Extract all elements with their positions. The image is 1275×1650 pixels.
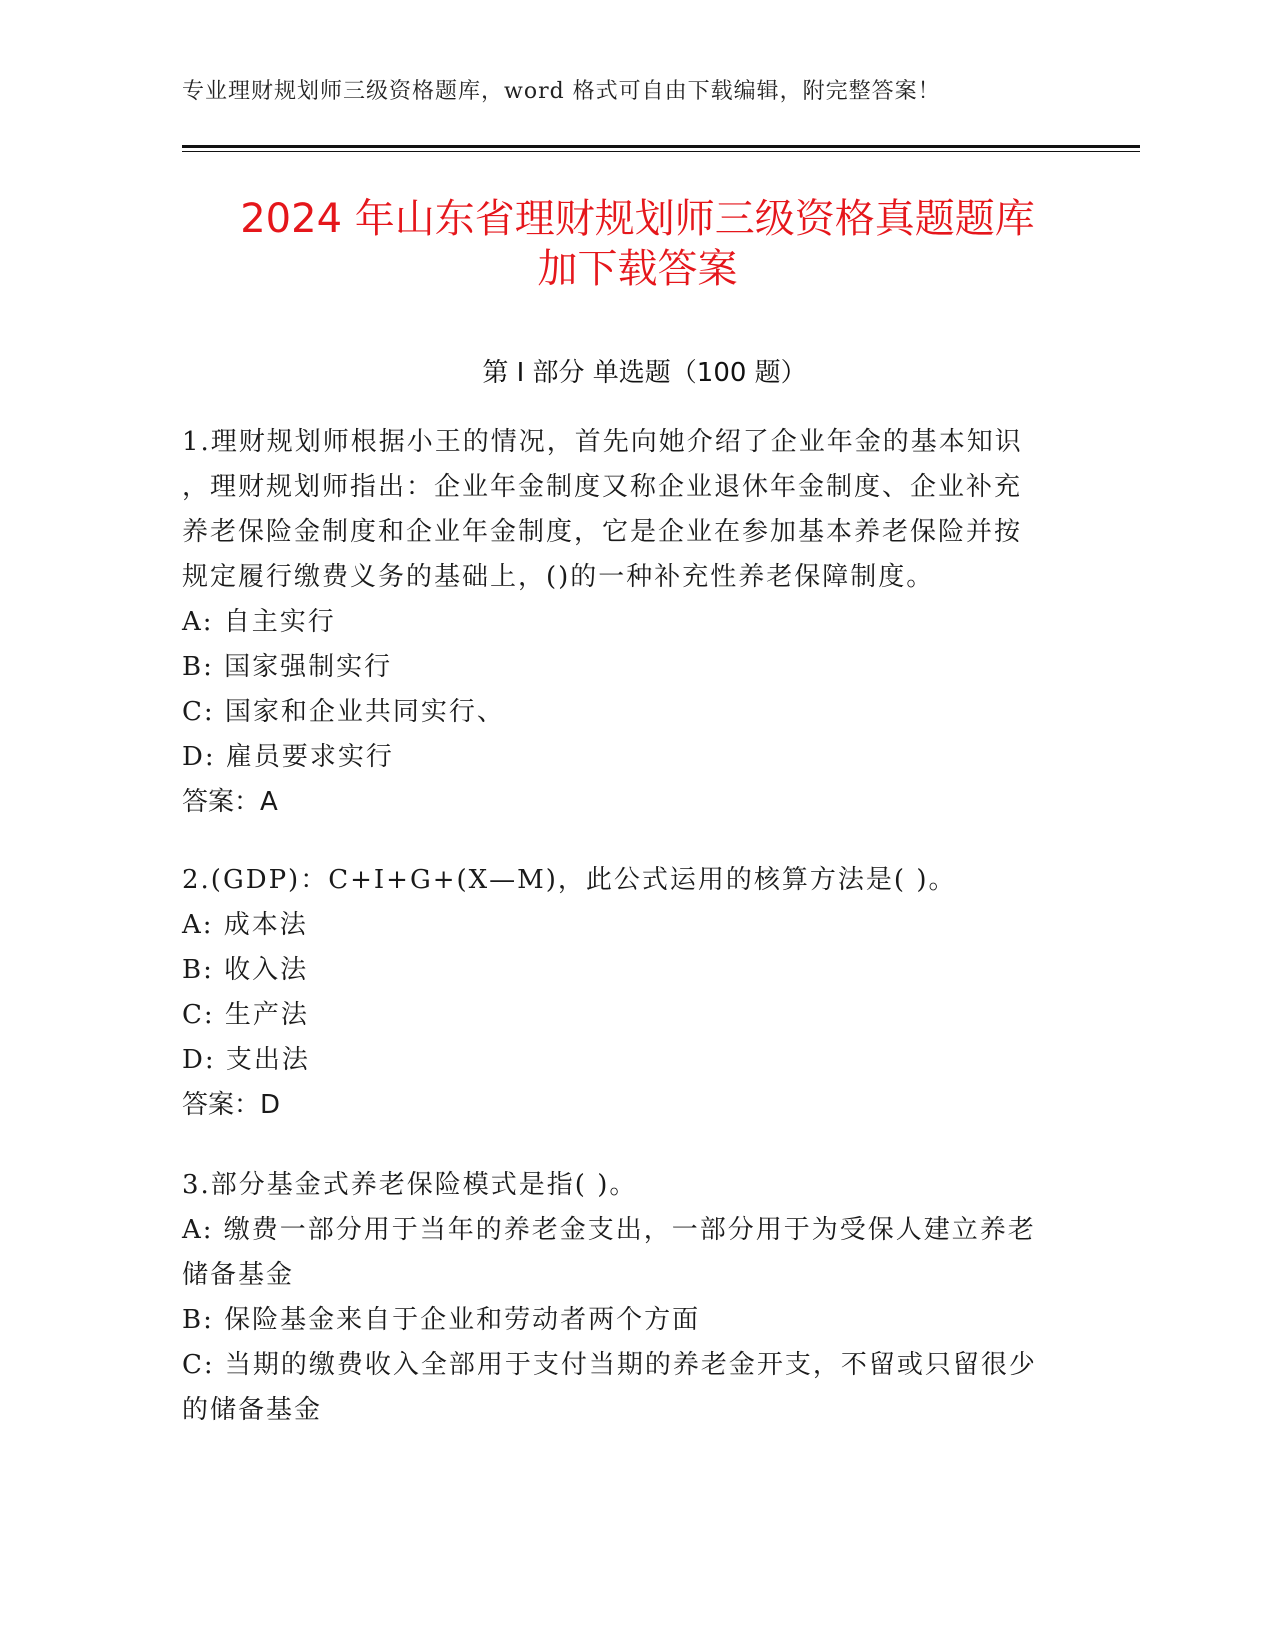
header-note: 专业理财规划师三级资格题库，word 格式可自由下载编辑，附完整答案！ (182, 79, 941, 104)
question-stem-line: 养老保险金制度和企业年金制度，它是企业在参加基本养老保险并按 (182, 517, 1023, 547)
option-c-continued: 的储备基金 (182, 1395, 323, 1425)
question-2 (182, 858, 1062, 1128)
title-line-1: 2024 年山东省理财规划师三级资格真题题库 (240, 196, 1035, 242)
option-c: C: 生产法 (182, 1000, 309, 1030)
option-c: C: 国家和企业共同实行、 (182, 697, 505, 727)
header-rule-thick (182, 145, 1140, 148)
question-stem-line: 规定履行缴费义务的基础上，()的一种补充性养老保障制度。 (182, 562, 935, 592)
option-b: B: 国家强制实行 (182, 652, 393, 682)
option-a-continued: 储备基金 (182, 1260, 295, 1290)
header-rule-thin (182, 151, 1140, 152)
option-d: D: 支出法 (182, 1045, 310, 1075)
section-title: 第 I 部分 单选题（100 题） (482, 358, 807, 388)
answer: 答案：D (182, 1090, 281, 1120)
document-title (160, 194, 1115, 294)
option-d: D: 雇员要求实行 (182, 742, 394, 772)
option-a: A: 成本法 (182, 910, 308, 940)
option-b: B: 收入法 (182, 955, 309, 985)
question-3 (182, 1163, 1062, 1433)
option-c: C: 当期的缴费收入全部用于支付当期的养老金开支，不留或只留很少 (182, 1350, 1037, 1380)
option-b: B: 保险基金来自于企业和劳动者两个方面 (182, 1305, 701, 1335)
question-stem-line: 2.(GDP)：C+I+G+(X—M)，此公式运用的核算方法是( )。 (182, 865, 957, 895)
title-line-2: 加下载答案 (537, 246, 738, 292)
question-stem-line: 1.理财规划师根据小王的情况，首先向她介绍了企业年金的基本知识 (182, 427, 1023, 457)
question-stem-line: 3.部分基金式养老保险模式是指( )。 (182, 1170, 638, 1200)
question-1 (182, 420, 1062, 825)
option-a: A: 自主实行 (182, 607, 336, 637)
question-stem-line: ，理财规划师指出：企业年金制度又称企业退休年金制度、企业补充 (182, 472, 1023, 502)
answer: 答案：A (182, 787, 278, 817)
option-a: A: 缴费一部分用于当年的养老金支出，一部分用于为受保人建立养老 (182, 1215, 1036, 1245)
